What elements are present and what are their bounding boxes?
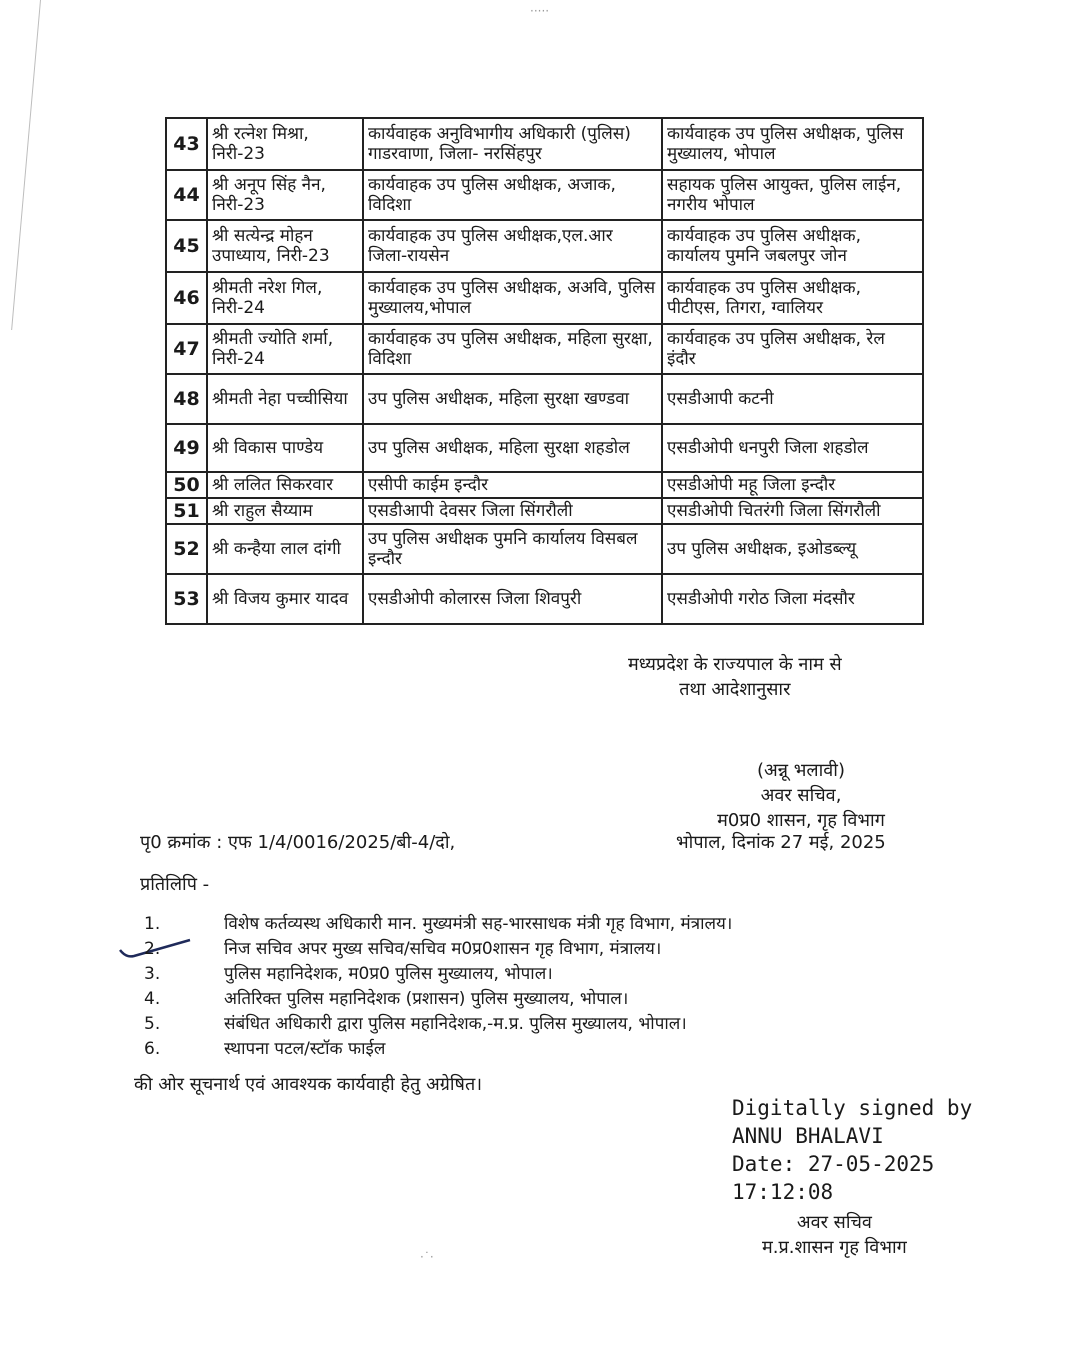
signatory-block xyxy=(676,758,926,833)
serial-number-cell: 48 xyxy=(166,374,207,424)
serial-number-cell: 49 xyxy=(166,424,207,472)
serial-number-cell: 53 xyxy=(166,574,207,624)
order-date: भोपाल, दिनांक 27 मई, 2025 xyxy=(676,832,886,853)
officer-name-cell: श्रीमती नेहा पच्चीसिया xyxy=(207,374,363,424)
digital-signature-block xyxy=(732,1094,972,1206)
officer-name-cell: श्रीमती नरेश गिल, निरी-24 xyxy=(207,272,363,324)
officer-name-cell: श्री राहुल सैय्याम xyxy=(207,498,363,524)
list-item xyxy=(140,962,920,987)
digsig-line-3: Date: 27-05-2025 xyxy=(732,1152,935,1176)
scan-speck: ····· xyxy=(530,4,550,18)
signatory-name: (अन्नू भलावी) xyxy=(757,760,845,781)
current-posting-cell: उप पुलिस अधीक्षक, महिला सुरक्षा खण्डवा xyxy=(363,374,662,424)
list-item-number: 4. xyxy=(144,989,161,1009)
current-posting-cell: एसीपी काईम इन्दौर xyxy=(363,472,662,498)
list-item-number: 6. xyxy=(144,1039,161,1059)
new-posting-cell: एसडीओपी गरोठ जिला मंदसौर xyxy=(662,574,923,624)
officer-name-cell: श्रीमती ज्योति शर्मा, निरी-24 xyxy=(207,324,363,374)
sig-footer-line-1: अवर सचिव xyxy=(796,1212,872,1233)
list-item-number: 5. xyxy=(144,1014,161,1034)
digsig-line-4: 17:12:08 xyxy=(732,1180,834,1204)
scan-edge-line xyxy=(0,0,41,330)
governor-line-2: तथा आदेशानुसार xyxy=(679,679,791,700)
serial-number-cell: 46 xyxy=(166,272,207,324)
forward-line: की ओर सूचनार्थ एवं आवश्यक कार्यवाही हेतु अग्रेषित। xyxy=(134,1074,483,1095)
list-item-text: स्थापना पटल/स्टॉक फाईल xyxy=(224,1039,386,1059)
transfer-table xyxy=(165,117,924,625)
current-posting-cell: एसडीओपी कोलारस जिला शिवपुरी xyxy=(363,574,662,624)
list-item-text: विशेष कर्तव्यस्थ अधिकारी मान. मुख्यमंत्री सह-भारसाधक मंत्री गृह विभाग, मंत्रालय। xyxy=(224,914,733,934)
current-posting-cell: कार्यवाहक अनुविभागीय अधिकारी (पुलिस) गाडरवाणा, जिला- नरसिंहपुर xyxy=(363,118,662,170)
new-posting-cell: एसडीओपी महू जिला इन्दौर xyxy=(662,472,923,498)
current-posting-cell: उप पुलिस अधीक्षक, महिला सुरक्षा शहडोल xyxy=(363,424,662,472)
serial-number-cell: 51 xyxy=(166,498,207,524)
officer-name-cell: श्री ललित सिकरवार xyxy=(207,472,363,498)
serial-number-cell: 47 xyxy=(166,324,207,374)
current-posting-cell: कार्यवाहक उप पुलिस अधीक्षक, अअवि, पुलिस मुख्यालय,भोपाल xyxy=(363,272,662,324)
table-row xyxy=(166,324,923,374)
officer-name-cell: श्री कन्हैया लाल दांगी xyxy=(207,524,363,574)
digsig-line-1: Digitally signed by xyxy=(732,1096,973,1120)
list-item xyxy=(140,937,920,962)
serial-number-cell: 50 xyxy=(166,472,207,498)
new-posting-cell: कार्यवाहक उप पुलिस अधीक्षक, कार्यालय पुमनि जबलपुर जोन xyxy=(662,220,923,272)
table-row xyxy=(166,272,923,324)
sig-footer-line-2: म.प्र.शासन गृह विभाग xyxy=(762,1237,907,1258)
current-posting-cell: कार्यवाहक उप पुलिस अधीक्षक, महिला सुरक्षा, विदिशा xyxy=(363,324,662,374)
digsig-line-2: ANNU BHALAVI xyxy=(732,1124,884,1148)
table-row xyxy=(166,374,923,424)
current-posting-cell: उप पुलिस अधीक्षक पुमनि कार्यालय विसबल इन्दौर xyxy=(363,524,662,574)
signature-footer xyxy=(762,1210,907,1260)
current-posting-cell: एसडीआपी देवसर जिला सिंगरौली xyxy=(363,498,662,524)
officer-name-cell: श्री रत्नेश मिश्रा, निरी-23 xyxy=(207,118,363,170)
new-posting-cell: एसडीओपी चितरंगी जिला सिंगरौली xyxy=(662,498,923,524)
governor-line-1: मध्यप्रदेश के राज्यपाल के नाम से xyxy=(628,654,842,675)
list-item xyxy=(140,912,920,937)
officer-name-cell: श्री विकास पाण्डेय xyxy=(207,424,363,472)
new-posting-cell: उप पुलिस अधीक्षक, इओडब्ल्यू xyxy=(662,524,923,574)
serial-number-cell: 43 xyxy=(166,118,207,170)
new-posting-cell: कार्यवाहक उप पुलिस अधीक्षक, रेल इंदौर xyxy=(662,324,923,374)
serial-number-cell: 45 xyxy=(166,220,207,272)
table-row xyxy=(166,472,923,498)
officer-name-cell: श्री विजय कुमार यादव xyxy=(207,574,363,624)
list-item-text: निज सचिव अपर मुख्य सचिव/सचिव म0प्र0शासन गृह विभाग, मंत्रालय। xyxy=(224,939,662,959)
new-posting-cell: कार्यवाहक उप पुलिस अधीक्षक, पीटीएस, तिगरा, ग्वालियर xyxy=(662,272,923,324)
list-item-text: संबंधित अधिकारी द्वारा पुलिस महानिदेशक,-म.प्र. पुलिस मुख्यालय, भोपाल। xyxy=(224,1014,687,1034)
current-posting-cell: कार्यवाहक उप पुलिस अधीक्षक, अजाक, विदिशा xyxy=(363,170,662,220)
table-row xyxy=(166,498,923,524)
new-posting-cell: एसडीओपी धनपुरी जिला शहडोल xyxy=(662,424,923,472)
order-reference: पृ0 क्रमांक : एफ 1/4/0016/2025/बी-4/दो, xyxy=(140,832,456,853)
current-posting-cell: कार्यवाहक उप पुलिस अधीक्षक,एल.आर जिला-रायसेन xyxy=(363,220,662,272)
list-item-number: 1. xyxy=(144,914,161,934)
list-item-number: 3. xyxy=(144,964,161,984)
officer-name-cell: श्री अनूप सिंह नैन, निरी-23 xyxy=(207,170,363,220)
officer-name-cell: श्री सत्येन्द्र मोहन उपाध्याय, निरी-23 xyxy=(207,220,363,272)
new-posting-cell: एसडीआपी कटनी xyxy=(662,374,923,424)
new-posting-cell: कार्यवाहक उप पुलिस अधीक्षक, पुलिस मुख्यालय, भोपाल xyxy=(662,118,923,170)
list-item xyxy=(140,1037,920,1062)
new-posting-cell: सहायक पुलिस आयुक्त, पुलिस लाईन, नगरीय भोपाल xyxy=(662,170,923,220)
list-item xyxy=(140,1012,920,1037)
table-row xyxy=(166,220,923,272)
serial-number-cell: 52 xyxy=(166,524,207,574)
signatory-dept: म0प्र0 शासन, गृह विभाग xyxy=(717,810,885,831)
signatory-designation: अवर सचिव, xyxy=(760,785,842,806)
table-row xyxy=(166,170,923,220)
table-row xyxy=(166,574,923,624)
list-item-text: पुलिस महानिदेशक, म0प्र0 पुलिस मुख्यालय, भोपाल। xyxy=(224,964,553,984)
copy-list xyxy=(140,912,920,1062)
list-item-text: अतिरिक्त पुलिस महानिदेशक (प्रशासन) पुलिस मुख्यालय, भोपाल। xyxy=(224,989,629,1009)
list-item xyxy=(140,987,920,1012)
table-row xyxy=(166,118,923,170)
governor-order-text xyxy=(628,652,842,702)
serial-number-cell: 44 xyxy=(166,170,207,220)
copy-label: प्रतिलिपि - xyxy=(140,874,210,895)
scan-speck: ·˙· xyxy=(420,1250,434,1264)
transfer-table-body xyxy=(166,118,923,624)
table-row xyxy=(166,524,923,574)
table-row xyxy=(166,424,923,472)
list-item-number: 2. xyxy=(144,939,161,959)
